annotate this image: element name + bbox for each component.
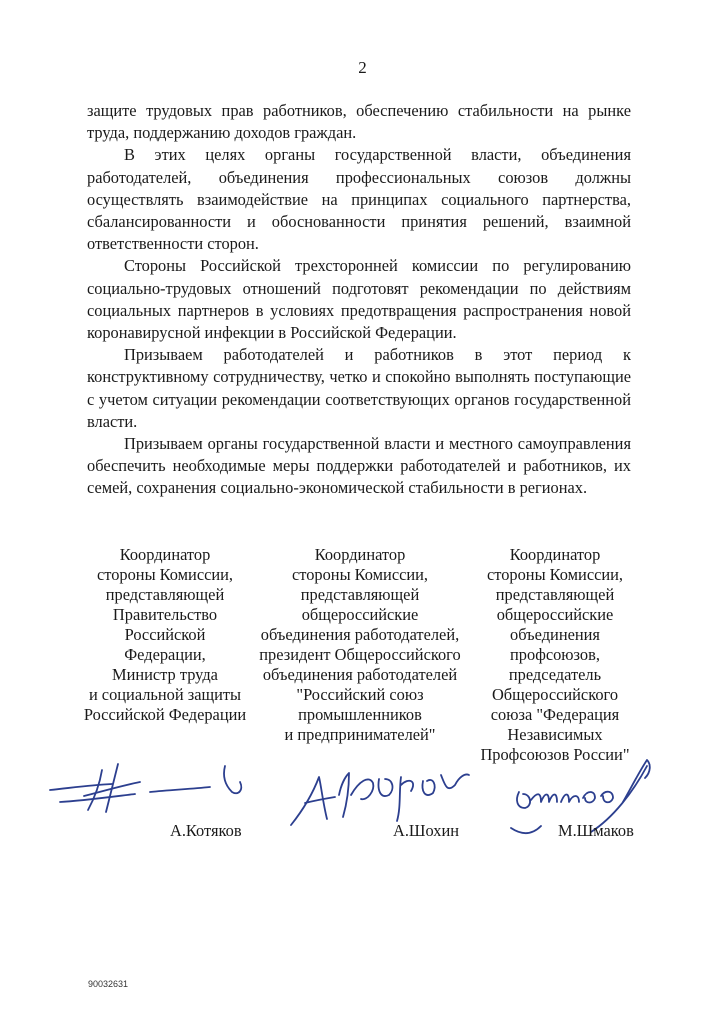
signatory-unions-title: Координатор стороны Комиссии, представляющей общероссийские объединения профсоюзов, председатель Общероссийского союза "Федерация Независимых Профсоюзов России" xyxy=(480,545,630,764)
body-text xyxy=(87,100,631,500)
paragraph-2: В этих целях органы государственной власти, объединения работодателей, объединения профессиональных союзов должны осуществлять взаимодействие на принципах социального партнерства, сбалансированности и обоснованности принятия решений, взаимной ответственности сторон. xyxy=(87,145,631,254)
signer-name-shokhin: А.Шохин xyxy=(393,821,459,840)
signatory-government-title: Координатор стороны Комиссии, представляющей Правительство Российской Федерации, Министр труда и социальной защиты Российской Федерации xyxy=(83,545,247,724)
signer-name-kotyakov: А.Котяков xyxy=(170,821,242,840)
document-number: 90032631 xyxy=(88,979,129,989)
page-number: 2 xyxy=(358,58,367,77)
paragraph-1: защите трудовых прав работников, обеспечению стабильности на рынке труда, поддержанию доходов граждан. xyxy=(87,101,631,143)
paragraph-3: Стороны Российской трехсторонней комиссии по регулированию социально-трудовых отношений подготовят рекомендации по действиям социальных партнеров в условиях предотвращения распространения новой коронавирусной инфекции в Российской Федерации. xyxy=(87,256,631,343)
paragraph-5: Призываем органы государственной власти и местного самоуправления обеспечить необходимые меры поддержки работодателей и работников, их семей, сохранения социально-экономической стабильности в регионах. xyxy=(87,434,631,498)
signatory-employers-title: Координатор стороны Комиссии, представляющей общероссийские объединения работодателей, президент Общероссийского объединения работодателей "Российский союз промышленников и предпринимателей" xyxy=(259,545,461,744)
paragraph-4: Призываем работодателей и работников в этот период к конструктивному сотрудничеству, четко и спокойно выполнять поступающие с учетом ситуации рекомендации соответствующих органов государственной власти. xyxy=(87,345,631,431)
signature-kotyakov xyxy=(40,752,270,822)
signer-name-shmakov: М.Шмаков xyxy=(558,821,634,840)
